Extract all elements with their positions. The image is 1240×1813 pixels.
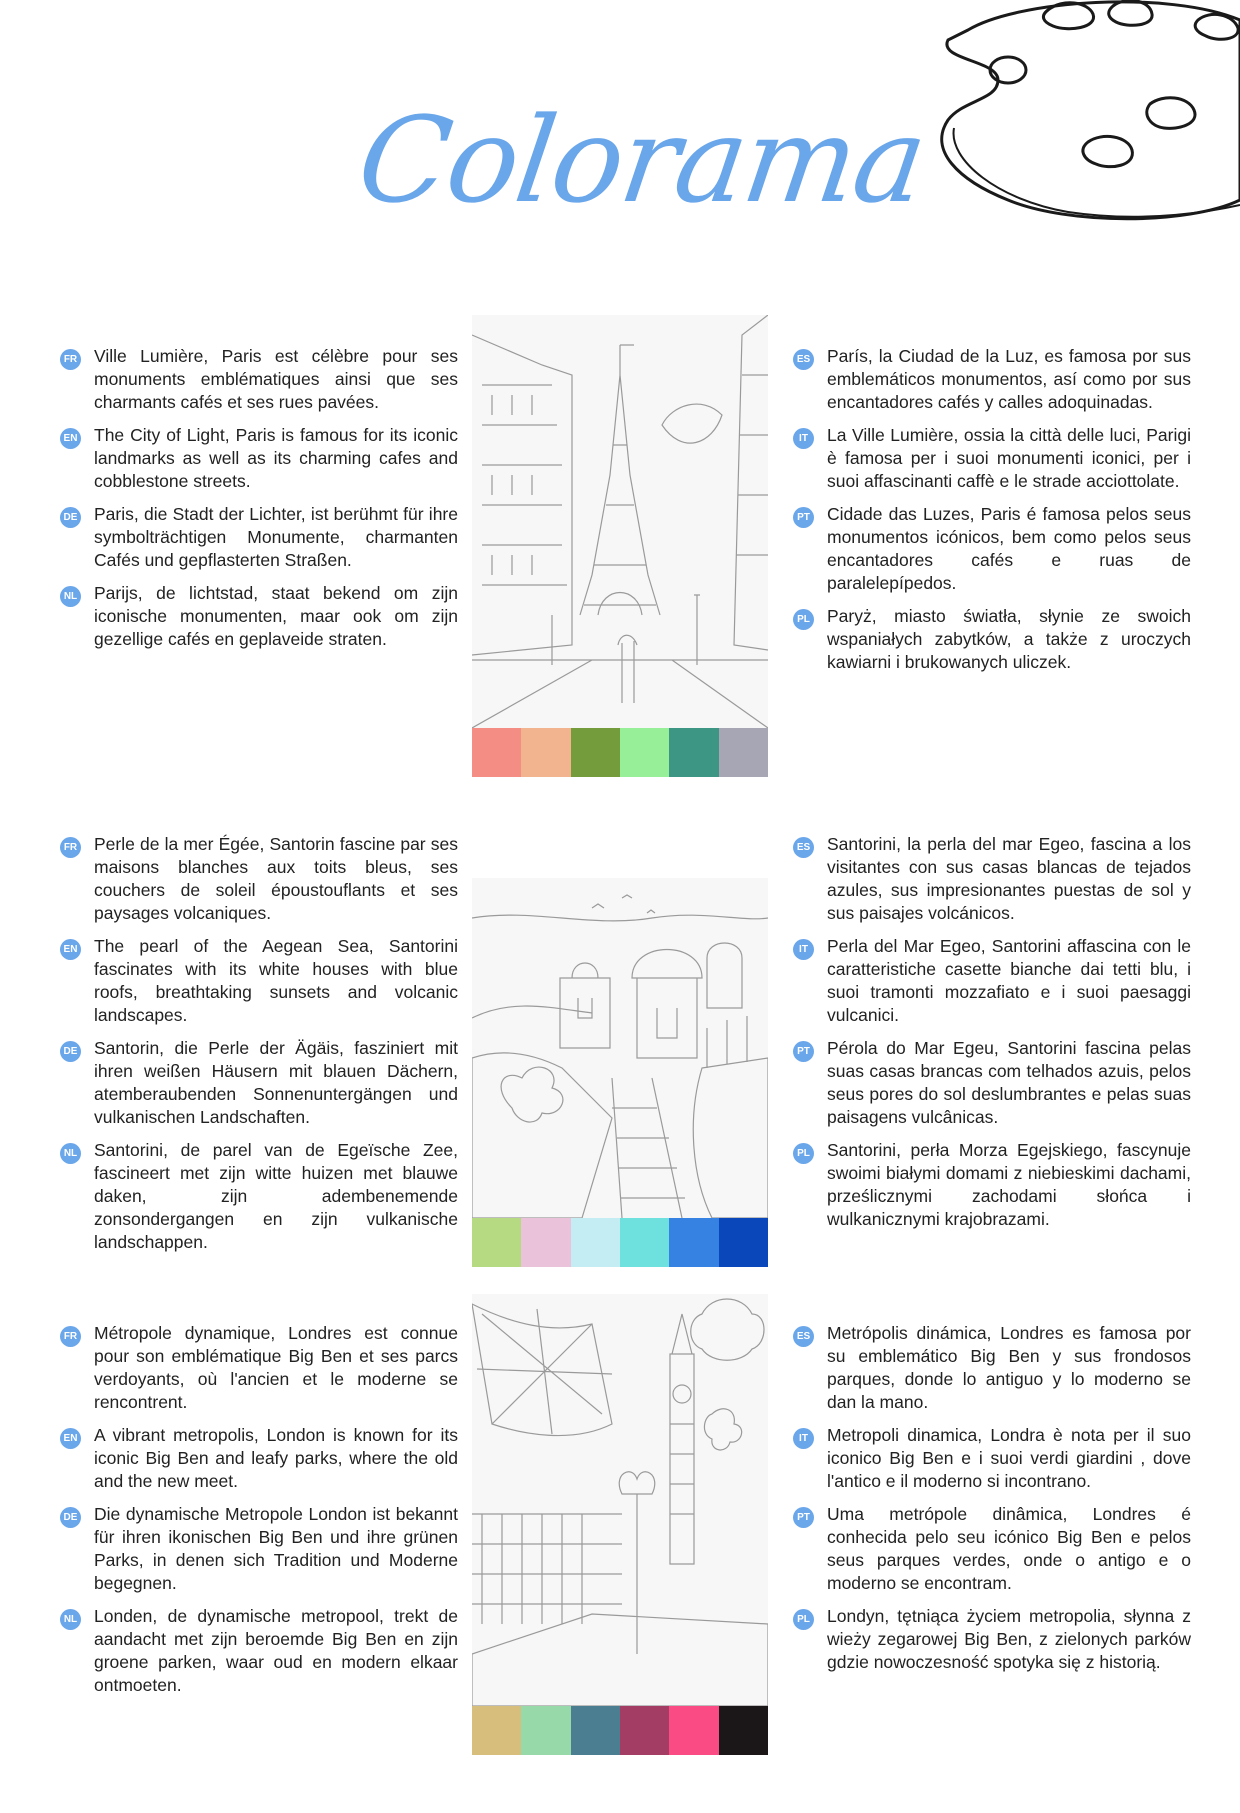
lang-badge: NL: [60, 586, 81, 607]
santorini-entry-fr: [60, 833, 458, 925]
paris-text-pl: Paryż, miasto światła, słynie ze swoich wspaniałych zabytków, a także z uroczych kawiarni i brukowanych uliczek.: [827, 606, 1191, 672]
santorini-color-swatches: [472, 1218, 768, 1267]
lang-badge: NL: [60, 1143, 81, 1164]
color-swatch: [719, 728, 768, 777]
lang-badge: IT: [793, 1428, 814, 1449]
color-swatch: [571, 1706, 620, 1755]
color-swatch: [521, 1706, 570, 1755]
london-big-ben-illustration: [472, 1294, 768, 1706]
paris-entry-pl: [793, 605, 1191, 674]
santorini-entry-es: [793, 833, 1191, 925]
paris-entry-pt: [793, 503, 1191, 595]
santorini-entry-de: [60, 1037, 458, 1129]
lang-badge: IT: [793, 939, 814, 960]
paris-left-column: [60, 345, 458, 661]
paint-palette-icon: [888, 0, 1240, 240]
paris-entry-fr: [60, 345, 458, 414]
paris-color-swatches: [472, 728, 768, 777]
london-text-pl: Londyn, tętniąca życiem metropolia, słynna z wieży zegarowej Big Ben, z zielonych parków gdzie nowoczesność spotyka się z historią.: [827, 1606, 1191, 1672]
london-entry-pl: [793, 1605, 1191, 1674]
paris-entry-es: [793, 345, 1191, 414]
london-text-it: Metropoli dinamica, Londra è nota per il suo iconico Big Ben e i suoi verdi giardini , dove l'antico e il moderno si incontrano.: [827, 1425, 1191, 1491]
paris-text-it: La Ville Lumière, ossia la città delle luci, Parigi è famosa per i suoi monumenti iconici, per i suoi affascinanti caffè e le strade acciottolate.: [827, 425, 1191, 491]
lang-badge: IT: [793, 428, 814, 449]
santorini-text-de: Santorin, die Perle der Ägäis, fasziniert mit ihren weißen Häusern mit blauen Dächern, atemberaubenden Sonnenuntergängen und vulkanischen Landschaften.: [94, 1038, 458, 1127]
santorini-text-nl: Santorini, de parel van de Egeïsche Zee, fascineert met zijn witte huizen met blauwe daken, zijn adembenemende zonsondergangen en zijn vulkanische landschappen.: [94, 1140, 458, 1252]
paris-text-de: Paris, die Stadt der Lichter, ist berühmt für ihre symbolträchtigen Monumente, charmanten Cafés und gepflasterten Straßen.: [94, 504, 458, 570]
lang-badge: ES: [793, 349, 814, 370]
color-swatch: [669, 728, 718, 777]
lang-badge: PL: [793, 609, 814, 630]
color-swatch: [571, 1218, 620, 1267]
santorini-entry-pt: [793, 1037, 1191, 1129]
color-swatch: [571, 728, 620, 777]
london-color-swatches: [472, 1706, 768, 1755]
lang-badge: DE: [60, 1041, 81, 1062]
color-swatch: [719, 1706, 768, 1755]
paris-entry-de: [60, 503, 458, 572]
color-swatch: [719, 1218, 768, 1267]
lang-badge: DE: [60, 507, 81, 528]
paris-text-nl: Parijs, de lichtstad, staat bekend om zijn iconische monumenten, maar ook om zijn gezellige cafés en geplaveide straten.: [94, 583, 458, 649]
paris-text-es: París, la Ciudad de la Luz, es famosa por sus emblemáticos monumentos, así como por sus encantadores cafés y calles adoquinadas.: [827, 346, 1191, 412]
santorini-text-pt: Pérola do Mar Egeu, Santorini fascina pelas suas casas brancas com telhados azuis, pelos seus pores do sol deslumbrantes e pelas suas paisagens vulcânicas.: [827, 1038, 1191, 1127]
london-text-es: Metrópolis dinámica, Londres es famosa por su emblemático Big Ben y sus frondosos parques, donde lo antiguo y lo moderno se dan la mano.: [827, 1323, 1191, 1412]
london-right-column: [793, 1322, 1191, 1684]
color-swatch: [669, 1706, 718, 1755]
lang-badge: DE: [60, 1507, 81, 1528]
santorini-entry-nl: [60, 1139, 458, 1254]
santorini-entry-pl: [793, 1139, 1191, 1231]
lang-badge: FR: [60, 349, 81, 370]
santorini-text-es: Santorini, la perla del mar Egeo, fascina a los visitantes con sus casas blancas de tejados azules, sus impresionantes puestas de sol y sus paisajes volcánicos.: [827, 834, 1191, 923]
color-swatch: [620, 1706, 669, 1755]
lang-badge: EN: [60, 939, 81, 960]
color-swatch: [521, 728, 570, 777]
london-entry-fr: [60, 1322, 458, 1414]
color-swatch: [620, 728, 669, 777]
lang-badge: EN: [60, 428, 81, 449]
lang-badge: ES: [793, 837, 814, 858]
london-entry-en: [60, 1424, 458, 1493]
london-entry-nl: [60, 1605, 458, 1697]
paris-text-en: The City of Light, Paris is famous for its iconic landmarks as well as its charming cafes and cobblestone streets.: [94, 425, 458, 491]
lang-badge: FR: [60, 837, 81, 858]
london-text-pt: Uma metrópole dinâmica, Londres é conhecida pelo seu icónico Big Ben e pelos seus parques verdes, onde o antigo e o moderno se encontram.: [827, 1504, 1191, 1593]
lang-badge: EN: [60, 1428, 81, 1449]
lang-badge: PL: [793, 1609, 814, 1630]
color-swatch: [521, 1218, 570, 1267]
paris-text-fr: Ville Lumière, Paris est célèbre pour ses monuments emblématiques ainsi que ses charmants cafés et ses rues pavées.: [94, 346, 458, 412]
paris-entry-it: [793, 424, 1191, 493]
paris-entry-en: [60, 424, 458, 493]
lang-badge: PL: [793, 1143, 814, 1164]
lang-badge: PT: [793, 507, 814, 528]
santorini-entry-it: [793, 935, 1191, 1027]
london-entry-it: [793, 1424, 1191, 1493]
santorini-right-column: [793, 833, 1191, 1241]
color-swatch: [620, 1218, 669, 1267]
london-text-de: Die dynamische Metropole London ist bekannt für ihren ikonischen Big Ben und ihre grünen Parks, in denen sich Tradition und Moderne begegnen.: [94, 1504, 458, 1593]
page-title: Colorama: [350, 91, 933, 229]
lang-badge: FR: [60, 1326, 81, 1347]
lang-badge: NL: [60, 1609, 81, 1630]
color-swatch: [472, 1218, 521, 1267]
color-swatch: [472, 728, 521, 777]
lang-badge: PT: [793, 1507, 814, 1528]
london-left-column: [60, 1322, 458, 1707]
paris-text-pt: Cidade das Luzes, Paris é famosa pelos seus monumentos icónicos, bem como pelos seus encantadores cafés e ruas de paralelepípedos.: [827, 504, 1191, 593]
paris-right-column: [793, 345, 1191, 684]
lang-badge: PT: [793, 1041, 814, 1062]
color-swatch: [669, 1218, 718, 1267]
lang-badge: ES: [793, 1326, 814, 1347]
london-entry-pt: [793, 1503, 1191, 1595]
santorini-text-fr: Perle de la mer Égée, Santorin fascine par ses maisons blanches aux toits bleus, ses couchers de soleil époustouflants et ses paysages volcaniques.: [94, 834, 458, 923]
paris-eiffel-tower-illustration: [472, 315, 768, 728]
paris-entry-nl: [60, 582, 458, 651]
santorini-entry-en: [60, 935, 458, 1027]
santorini-text-en: The pearl of the Aegean Sea, Santorini fascinates with its white houses with blue roofs, breathtaking sunsets and volcanic landscapes.: [94, 936, 458, 1025]
london-entry-es: [793, 1322, 1191, 1414]
santorini-village-illustration: [472, 878, 768, 1218]
london-text-en: A vibrant metropolis, London is known for its iconic Big Ben and leafy parks, where the old and the new meet.: [94, 1425, 458, 1491]
london-text-nl: Londen, de dynamische metropool, trekt de aandacht met zijn beroemde Big Ben en zijn groene parken, waar oud en modern elkaar ontmoeten.: [94, 1606, 458, 1695]
santorini-text-pl: Santorini, perła Morza Egejskiego, fascynuje swoimi białymi domami z niebieskimi dachami, prześlicznymi zachodami słońca i wulkanicznymi krajobrazami.: [827, 1140, 1191, 1229]
santorini-left-column: [60, 833, 458, 1264]
london-entry-de: [60, 1503, 458, 1595]
london-text-fr: Métropole dynamique, Londres est connue pour son emblématique Big Ben et ses parcs verdoyants, où l'ancien et le moderne se rencontrent.: [94, 1323, 458, 1412]
santorini-text-it: Perla del Mar Egeo, Santorini affascina con le caratteristiche casette bianche dai tetti blu, i suoi tramonti mozzafiato e i suoi paesaggi vulcanici.: [827, 936, 1191, 1025]
color-swatch: [472, 1706, 521, 1755]
